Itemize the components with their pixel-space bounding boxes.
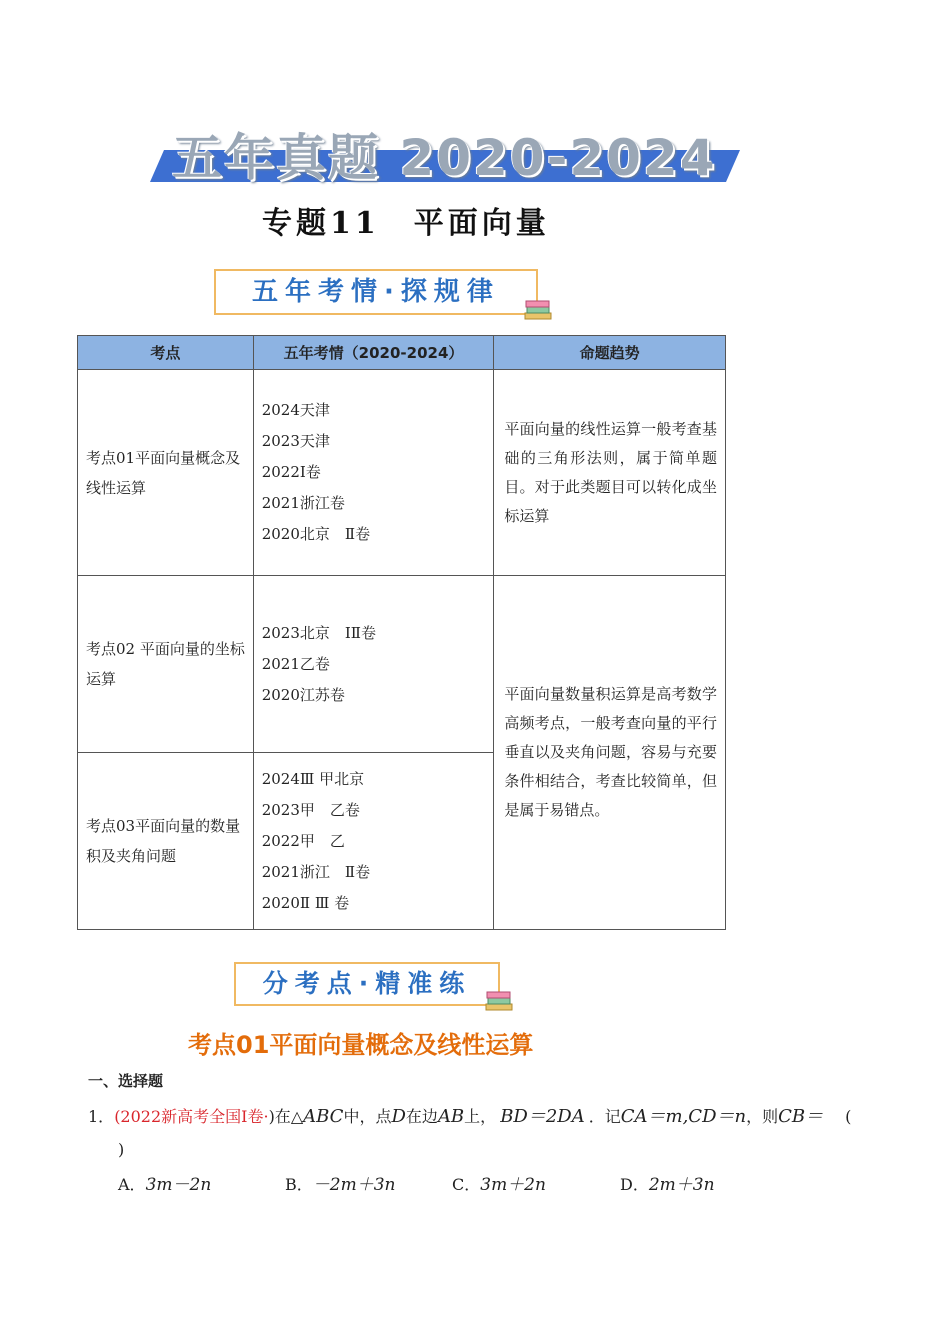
table-header: 五年考情（2020-2024）	[253, 336, 494, 370]
point-label: D	[391, 1106, 406, 1127]
option-expression: 3m－2n	[145, 1175, 212, 1195]
year-entry: 2023北京 ⅠⅡ卷	[261, 623, 376, 642]
year-entry: 2024Ⅲ 甲北京	[261, 769, 365, 788]
segment-label: AB	[437, 1106, 465, 1127]
vector-target: CB＝	[778, 1106, 824, 1127]
option-a	[118, 1170, 211, 1195]
knowledge-point-title: 考点01平面向量概念及线性运算	[188, 1031, 534, 1059]
years-cell	[253, 370, 494, 576]
option-d	[620, 1170, 715, 1195]
question-stem	[88, 1102, 868, 1128]
year-entry: 2022甲 乙	[261, 831, 345, 850]
banner-title: 五年真题 2020-2024	[172, 129, 717, 187]
year-entry: 2021乙卷	[261, 654, 330, 673]
section-header-trend: 五年考情·探规律	[214, 269, 538, 315]
option-c	[452, 1170, 546, 1195]
years-cell	[253, 753, 494, 930]
option-b	[285, 1170, 395, 1195]
option-label: D．	[620, 1175, 649, 1194]
stem-text: )在	[268, 1107, 291, 1126]
year-entry: 2020北京 Ⅱ卷	[261, 525, 371, 543]
table-header-row	[78, 336, 726, 370]
triangle-symbol: △	[290, 1107, 304, 1126]
topic-cell: 考点03平面向量的数量积及夹角问题	[78, 753, 254, 930]
year-entry: 2023天津	[261, 432, 330, 450]
table-header: 考点	[78, 336, 254, 370]
year-entry: 2020江苏卷	[261, 685, 345, 704]
option-expression: 3m＋2n	[480, 1175, 546, 1195]
topic-cell: 考点01平面向量概念及线性运算	[78, 370, 254, 576]
topic-cell: 考点02 平面向量的坐标运算	[78, 576, 254, 753]
triangle-name: ABC	[303, 1106, 344, 1127]
question-type-heading: 一、选择题	[88, 1072, 164, 1090]
stem-text: ，则	[746, 1107, 779, 1126]
topic-subtitle: 专题11 平面向量	[262, 206, 550, 241]
books-icon	[523, 296, 553, 322]
trend-cell: 平面向量数量积运算是高考数学高频考点，一般考查向量的平行垂直以及夹角问题，容易与充要条件相结合，考查比较简单，但是属于易错点。	[494, 576, 726, 930]
question-number: 1．	[88, 1107, 115, 1126]
answer-paren-close: )	[118, 1140, 125, 1159]
vector-equation: BD＝2DA	[500, 1106, 585, 1127]
year-entry: 2021浙江 Ⅱ卷	[261, 862, 371, 881]
years-cell	[253, 576, 494, 753]
stem-text: 在边	[405, 1107, 438, 1126]
option-label: B．	[285, 1175, 313, 1194]
exam-trend-table	[77, 335, 726, 930]
option-label: A．	[118, 1175, 146, 1194]
stem-text: 中，点	[343, 1107, 392, 1126]
year-entry: 2022I卷	[261, 463, 321, 481]
title-banner	[150, 118, 740, 187]
year-entry: 2020Ⅱ Ⅲ 卷	[261, 893, 350, 912]
option-label: C．	[452, 1175, 481, 1194]
table-row	[78, 576, 726, 753]
stem-text: ．记	[588, 1107, 621, 1126]
option-expression: －2m＋3n	[312, 1175, 396, 1195]
vector-definition: CA＝m,CD＝n	[620, 1106, 747, 1127]
trend-cell: 平面向量的线性运算一般考查基础的三角形法则，属于简单题目。对于此类题目可以转化成坐标运算	[494, 370, 726, 576]
option-expression: 2m＋3n	[648, 1175, 715, 1195]
table-header: 命题趋势	[494, 336, 726, 370]
question-source: (2022新高考全国I卷·	[114, 1107, 269, 1126]
answer-paren: (	[845, 1107, 852, 1126]
stem-text: 上，	[464, 1107, 497, 1126]
year-entry: 2024天津	[261, 401, 330, 419]
section-header-practice: 分考点·精准练	[234, 962, 500, 1006]
year-entry: 2023甲 乙卷	[261, 800, 360, 819]
books-icon	[484, 987, 514, 1013]
year-entry: 2021浙江卷	[261, 494, 345, 512]
table-row	[78, 370, 726, 576]
